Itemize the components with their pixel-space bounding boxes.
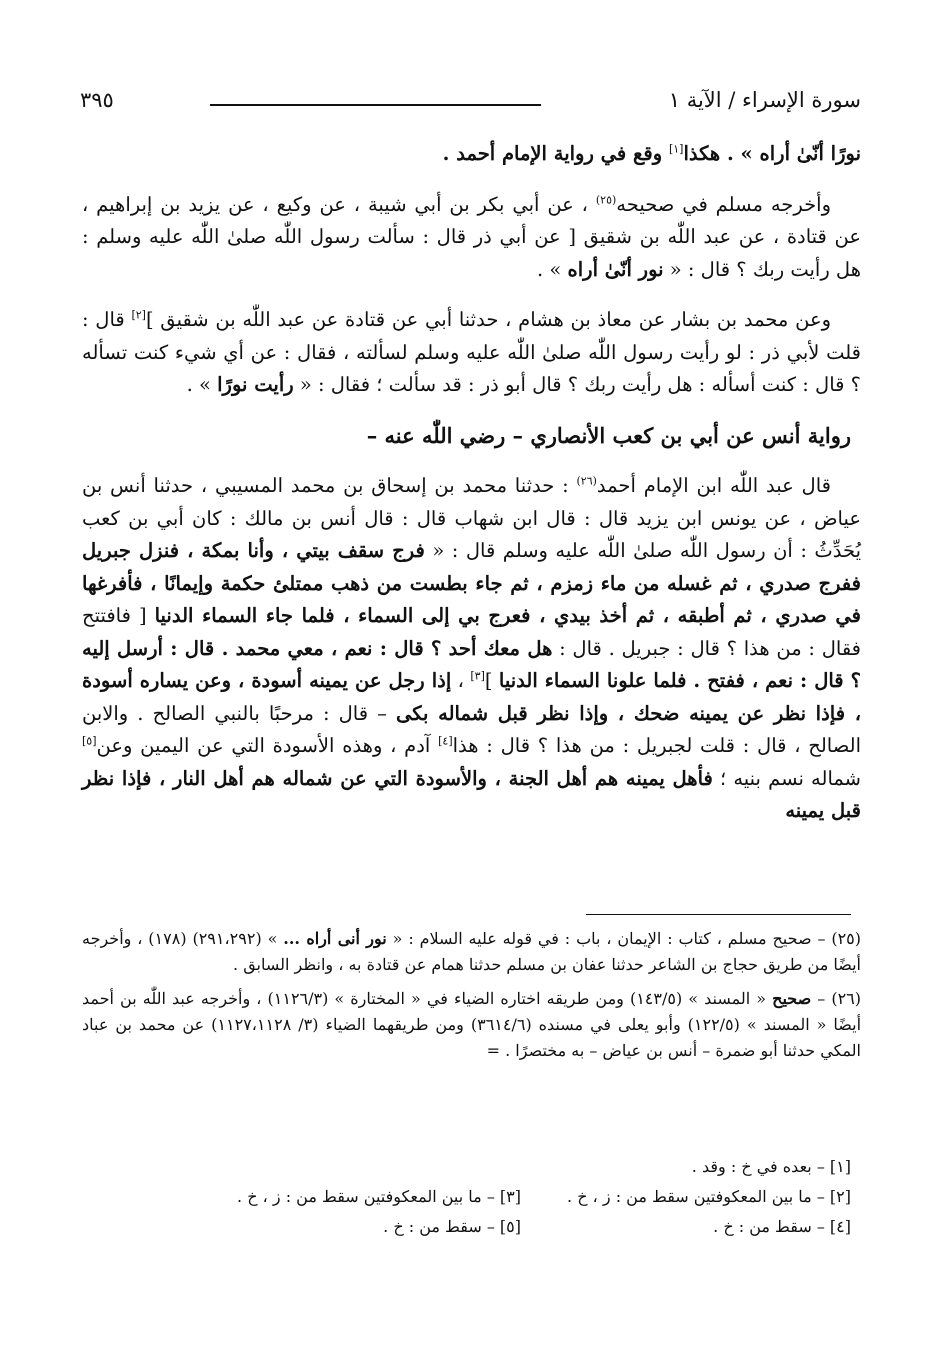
header-rule bbox=[210, 104, 541, 106]
section-heading: رواية أنس عن أبي بن كعب الأنصاري – رضي اللّٰه عنه – bbox=[366, 422, 851, 448]
text-run: ] bbox=[484, 669, 499, 692]
text-run: آدم ، وهذه الأسودة التي عن اليمين وعن bbox=[96, 734, 439, 757]
paragraph-1 bbox=[82, 189, 861, 287]
paragraph-2 bbox=[82, 304, 861, 402]
note-ref: [٤] bbox=[438, 734, 453, 748]
text-run: « المسند » (١٤٣/٥) ومن طريقه اختاره الضياء في « المختارة » (١١٢٦/٣) ، وأخرجه عبد اللّٰه بن أحمد أيضًا « المسند » (١٢٢/٥) وأبو يعلى في مسنده (٣٦١٤/٦) ومن طريقهما الضياء (٣/ ١١٢٧،١١٢٨) عن محمد بن عباد المكي حدثنا أبو ضمرة – أنس بن عياض – به مختصرًا . = bbox=[82, 989, 862, 1060]
text-run: وقع في رواية الإمام أحمد . bbox=[442, 142, 669, 165]
note-ref: [٢] bbox=[131, 308, 146, 322]
text-run: – قال : مرحبًا بالنبي الصالح . والابن الصالح ، قال : قلت لجبريل : من هذا ؟ قال : هذا bbox=[82, 701, 861, 757]
bold-text: نور أنى أراه ... bbox=[283, 929, 387, 948]
text-run: شماله نسم بنيه ؛ bbox=[712, 766, 861, 790]
text-run: ، عن أبي بكر بن أبي شيبة ، عن وكيع ، عن يزيد بن إبراهيم ، عن قتادة ، عن عبد اللّٰه بن شقيق [ عن أبي ذر قال : سألت رسول اللّٰه صلىٰ اللّٰه عليه وسلم : هل رأيت ربك ؟ قال : « bbox=[82, 192, 861, 281]
note-ref: [٥] bbox=[82, 734, 97, 748]
notes-row bbox=[90, 1212, 851, 1242]
text-run: وأخرجه مسلم في صحيحه bbox=[616, 192, 831, 216]
text-run: : حدثنا محمد بن إسحاق بن محمد المسيبي ، حدثنا أنس بن عياض ، عن يونس ابن يزيد قال : قال ابن شهاب قال : قال أنس بن مالك : كان أبي بن كعب يُحَدِّثُ : أن رسول اللّٰه صلىٰ اللّٰه عليه وسلم قال : « bbox=[82, 474, 861, 562]
bold-text: فرج سقف بيتي ، وأنا بمكة ، فنزل جبريل ففرج صدري ، ثم غسله من ماء زمزم ، ثم جاء بطست من ذهب ممتلئ حكمة وإيمانًا ، فأفرغها في صدري ، ثم أطبقه ، ثم أخذ بيدي ، فعرج بي إلى السماء ، فلما جاء السماء الدنيا bbox=[82, 539, 861, 627]
text-run: قال : قلت لأبي ذر : لو رأيت رسول اللّٰه صلىٰ اللّٰه عليه وسلم لسألته ، فقال : عن أي شيء كنت تسأله ؟ قال : كنت أسأله : هل رأيت ربك ؟ قال أبو ذر : قد سألت ؛ فقال : « bbox=[82, 308, 861, 396]
text-run: [ فافتتح فقال : من هذا ؟ قال : جبريل . قال : bbox=[82, 604, 861, 660]
bold-text: نور أنّىٰ أراه bbox=[567, 257, 664, 281]
text-run: (٢٦) – bbox=[811, 989, 861, 1008]
bold-text: صحيح bbox=[772, 989, 812, 1008]
footnote-ref: (٢٥) bbox=[595, 193, 617, 206]
main-text bbox=[82, 138, 861, 846]
page-number: ٣٩٥ bbox=[80, 88, 114, 112]
footnotes bbox=[82, 926, 861, 1072]
footnote-rule bbox=[586, 914, 851, 915]
paragraph-3 bbox=[82, 470, 861, 828]
note-ref: [٣] bbox=[470, 669, 485, 683]
bold-text: رأيت نورًا bbox=[217, 373, 294, 396]
bold-text: إذا رجل عن يمينه أسودة ، وعن يساره أسودة ، فإذا نظر عن يمينه ضحك ، وإذا نظر قبل شماله بكى bbox=[82, 669, 861, 725]
text-run: » (٢٩١،٢٩٢) (١٧٨) ، وأخرجه أيضًا من طريق حجاج بن الشاعر حدثنا عفان بن مسلم حدثنا همام عن قتادة به ، وانظر السابق . bbox=[82, 929, 861, 974]
bold-text: هل معك أحد ؟ قال : نعم ، معي محمد . قال : أرسل إليه ؟ قال : نعم ، ففتح . فلما علونا السماء الدنيا bbox=[82, 636, 861, 692]
footnote-ref: (٢٦) bbox=[576, 474, 597, 488]
text-run: وعن محمد بن بشار عن معاذ بن هشام ، حدثنا أبي عن قتادة عن عبد اللّٰه بن شقيق ] bbox=[145, 308, 831, 331]
note-ref: [١] bbox=[668, 142, 684, 156]
text-run: » . bbox=[186, 373, 218, 396]
note-4: [٤] – سقط من : خ . bbox=[713, 1217, 851, 1236]
notes-row bbox=[90, 1152, 851, 1182]
text-run: ، bbox=[451, 669, 471, 692]
footnote-25 bbox=[82, 926, 861, 978]
bold-text: نورًا أنّىٰ أراه » . هكذا bbox=[683, 142, 861, 165]
page-header bbox=[80, 88, 861, 118]
running-title: سورة الإسراء / الآية ١ bbox=[668, 88, 861, 112]
text-run: قال عبد اللّٰه ابن الإمام أحمد bbox=[596, 474, 831, 497]
footnote-26 bbox=[82, 986, 861, 1064]
note-3: [٣] – ما بين المعكوفتين سقط من : ز ، خ . bbox=[237, 1187, 521, 1206]
note-5: [٥] – سقط من : خ . bbox=[383, 1217, 521, 1236]
bold-text: فأهل يمينه هم أهل الجنة ، والأسودة التي عن شماله هم أهل النار ، فإذا نظر قبل يمينه bbox=[82, 766, 861, 822]
text-run: » . bbox=[536, 257, 568, 281]
paragraph-0 bbox=[82, 138, 861, 171]
manuscript-notes bbox=[90, 1152, 851, 1242]
notes-row bbox=[90, 1182, 851, 1212]
note-1: [١] – بعده في خ : وقد . bbox=[691, 1157, 851, 1176]
note-2: [٢] – ما بين المعكوفتين سقط من : ز ، خ . bbox=[567, 1187, 851, 1206]
text-run: (٢٥) – صحيح مسلم ، كتاب : الإيمان ، باب : في قوله عليه السلام : « bbox=[386, 929, 862, 948]
